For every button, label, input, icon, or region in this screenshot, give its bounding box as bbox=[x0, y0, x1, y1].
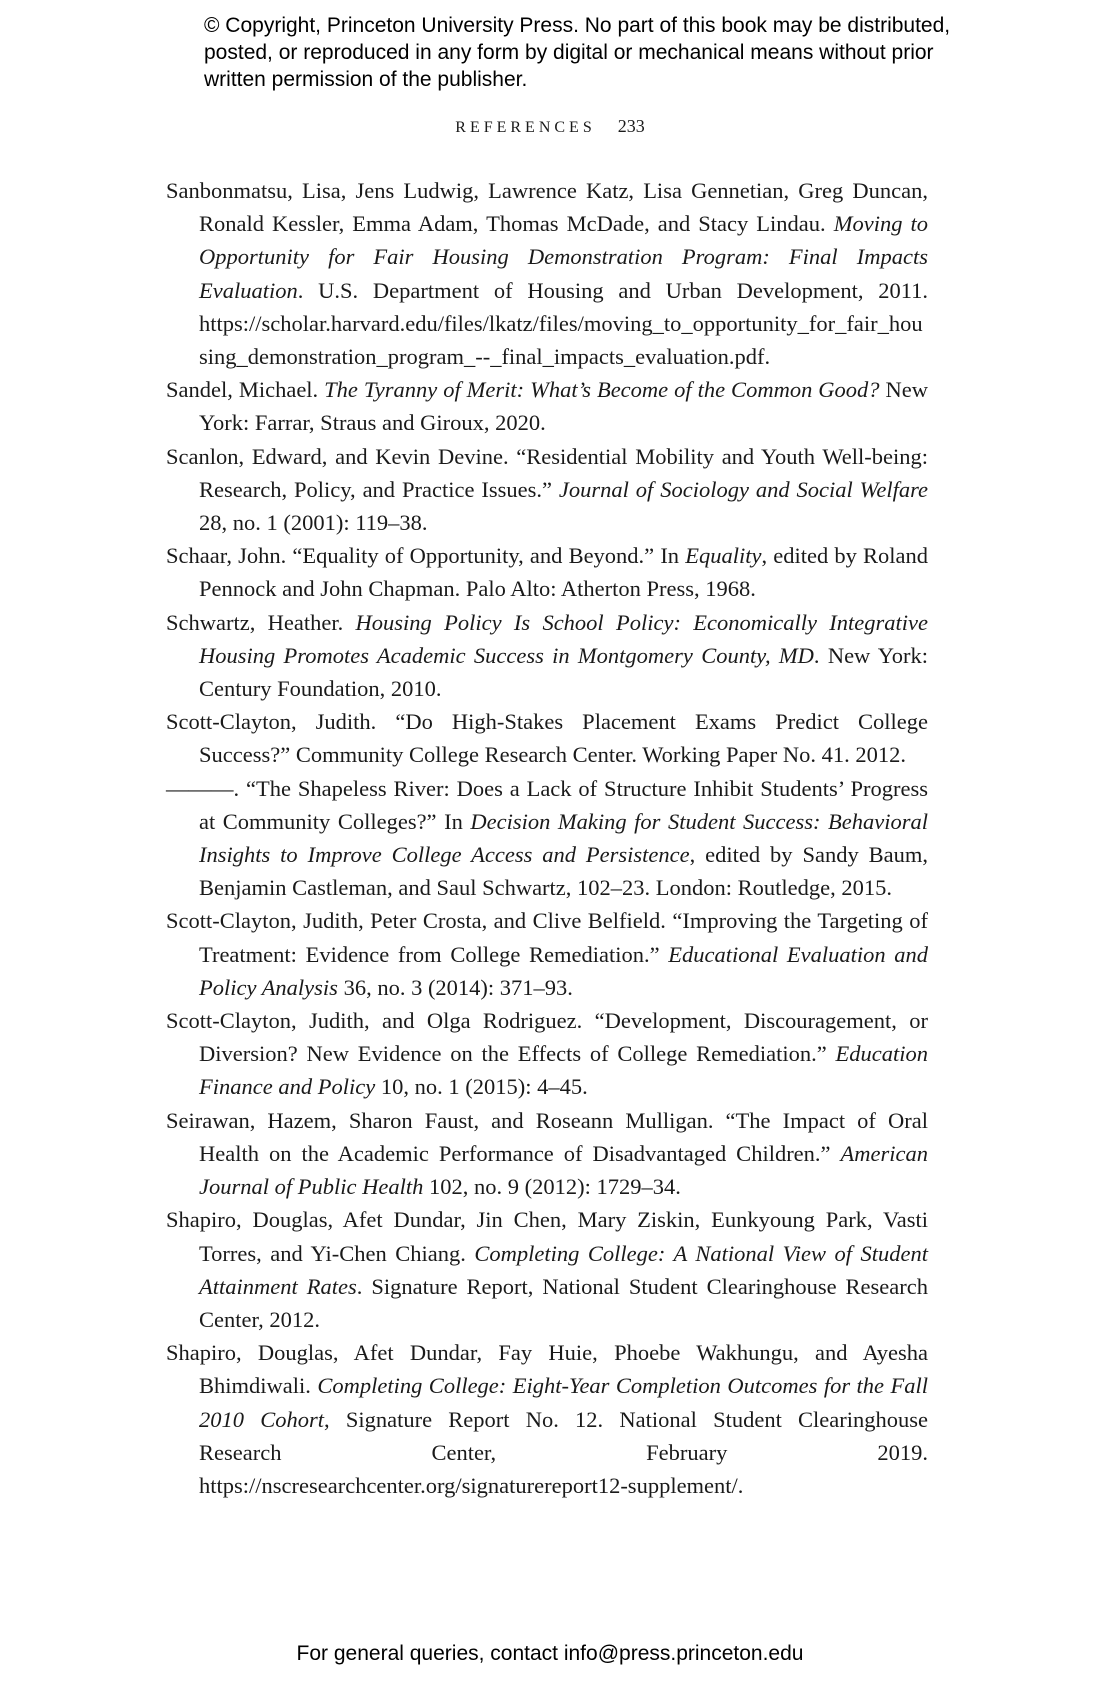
reference-title-italic: Education Finance and Policy bbox=[199, 1041, 928, 1100]
reference-text: . U.S. Department of Housing and Urban Development, 2011. https://scholar.harvard.edu/files/lkatz/files/moving_to_opportunity_for_fair_housing_demonstration_program_--_final_impacts_evaluation.pdf. bbox=[199, 277, 928, 370]
page-number: 233 bbox=[617, 116, 645, 136]
reference-title-italic: Housing Policy Is School Policy: Economically Integrative Housing Promotes Academic Success in Montgomery County, MD bbox=[199, 609, 928, 668]
reference-title-italic: Completing College: Eight-Year Completion Outcomes for the Fall 2010 Cohort bbox=[199, 1373, 928, 1432]
reference-text: , edited by Roland Pennock and John Chapman. Palo Alto: Atherton Press, 1968. bbox=[199, 543, 928, 602]
running-head bbox=[0, 114, 1100, 140]
reference-list bbox=[166, 174, 928, 1502]
reference-entry bbox=[166, 1336, 928, 1502]
reference-title-italic: The Tyranny of Merit: What’s Become of the Common Good? bbox=[324, 377, 880, 403]
reference-text: 28, no. 1 (2001): 119–38. bbox=[199, 510, 428, 536]
reference-text: Scanlon, Edward, and Kevin Devine. “Residential Mobility and Youth Well-being: Research, Policy, and Practice Issues.” bbox=[166, 443, 928, 502]
reference-title-italic: Completing College: A National View of Student Attainment Rates bbox=[199, 1240, 928, 1299]
reference-text: Sandel, Michael. bbox=[166, 377, 325, 403]
reference-text: 102, no. 9 (2012): 1729–34. bbox=[423, 1174, 681, 1200]
reference-entry bbox=[166, 705, 928, 771]
reference-text: , edited by Sandy Baum, Benjamin Castleman, and Saul Schwartz, 102–23. London: Routledge, 2015. bbox=[199, 842, 928, 901]
reference-text: New York: Farrar, Straus and Giroux, 2020. bbox=[199, 377, 929, 436]
reference-entry bbox=[166, 772, 928, 905]
reference-text: Scott-Clayton, Judith. “Do High-Stakes Placement Exams Predict College Success?” Community College Research Center. Working Paper No. 41. 2012. bbox=[166, 709, 928, 768]
reference-entry bbox=[166, 904, 928, 1004]
reference-text: ———. “The Shapeless River: Does a Lack of Structure Inhibit Students’ Progress at Community Colleges?” In bbox=[166, 775, 928, 834]
reference-entry bbox=[166, 1203, 928, 1336]
reference-text: , Signature Report No. 12. National Student Clearinghouse Research Center, February 2019. https://nscresearchcenter.org/signaturereport12-supplement/. bbox=[199, 1406, 929, 1498]
reference-text: . Signature Report, National Student Clearinghouse Research Center, 2012. bbox=[199, 1273, 928, 1332]
reference-text: Scott-Clayton, Judith, and Olga Rodriguez. “Development, Discouragement, or Diversion? New Evidence on the Effects of College Remediation.” bbox=[166, 1008, 928, 1067]
copyright-notice: © Copyright, Princeton University Press. No part of this book may be distributed, posted, or reproduced in any form by digital or mechanical means without prior written permission of the publisher. bbox=[204, 14, 951, 91]
reference-title-italic: Decision Making for Student Success: Behavioral Insights to Improve College Access and Persistence bbox=[199, 808, 928, 868]
reference-title-italic: Moving to Opportunity for Fair Housing Demonstration Program: Final Impacts Evaluation bbox=[199, 211, 928, 303]
reference-text: Scott-Clayton, Judith, Peter Crosta, and Clive Belfield. “Improving the Targeting of Treatment: Evidence from College Remediation.” bbox=[166, 908, 928, 967]
reference-text: Sanbonmatsu, Lisa, Jens Ludwig, Lawrence Katz, Lisa Gennetian, Greg Duncan, Ronald Kessler, Emma Adam, Thomas McDade, and Stacy Lindau. bbox=[166, 178, 928, 237]
reference-text: Schaar, John. “Equality of Opportunity, and Beyond.” In bbox=[166, 543, 686, 569]
reference-text: . New York: Century Foundation, 2010. bbox=[199, 642, 929, 702]
reference-entry bbox=[166, 606, 928, 706]
reference-entry bbox=[166, 440, 928, 540]
reference-title-italic: American Journal of Public Health bbox=[199, 1140, 928, 1200]
section-title: REFERENCES bbox=[455, 119, 596, 136]
footer-contact: For general queries, contact info@press.princeton.edu bbox=[296, 1642, 804, 1665]
reference-entry bbox=[166, 1104, 928, 1204]
reference-entry bbox=[166, 539, 928, 605]
reference-entry bbox=[166, 1004, 928, 1104]
reference-text: Schwartz, Heather. bbox=[166, 609, 356, 635]
reference-text: 36, no. 3 (2014): 371–93. bbox=[337, 974, 573, 1000]
reference-title-italic: Equality bbox=[685, 543, 762, 569]
reference-text: Shapiro, Douglas, Afet Dundar, Fay Huie, Phoebe Wakhungu, and Ayesha Bhimdiwali. bbox=[166, 1340, 928, 1399]
reference-title-italic: Educational Evaluation and Policy Analysis bbox=[199, 941, 929, 1000]
reference-text: Shapiro, Douglas, Afet Dundar, Jin Chen, Mary Ziskin, Eunkyoung Park, Vasti Torres, and Yi-Chen Chiang. bbox=[166, 1207, 928, 1266]
reference-entry bbox=[166, 174, 928, 373]
reference-title-italic: Journal of Sociology and Social Welfare bbox=[558, 476, 928, 502]
reference-text: Seirawan, Hazem, Sharon Faust, and Roseann Mulligan. “The Impact of Oral Health on the Academic Performance of Disadvantaged Children.” bbox=[166, 1107, 928, 1166]
reference-entry bbox=[166, 373, 928, 439]
reference-text: 10, no. 1 (2015): 4–45. bbox=[375, 1074, 588, 1100]
